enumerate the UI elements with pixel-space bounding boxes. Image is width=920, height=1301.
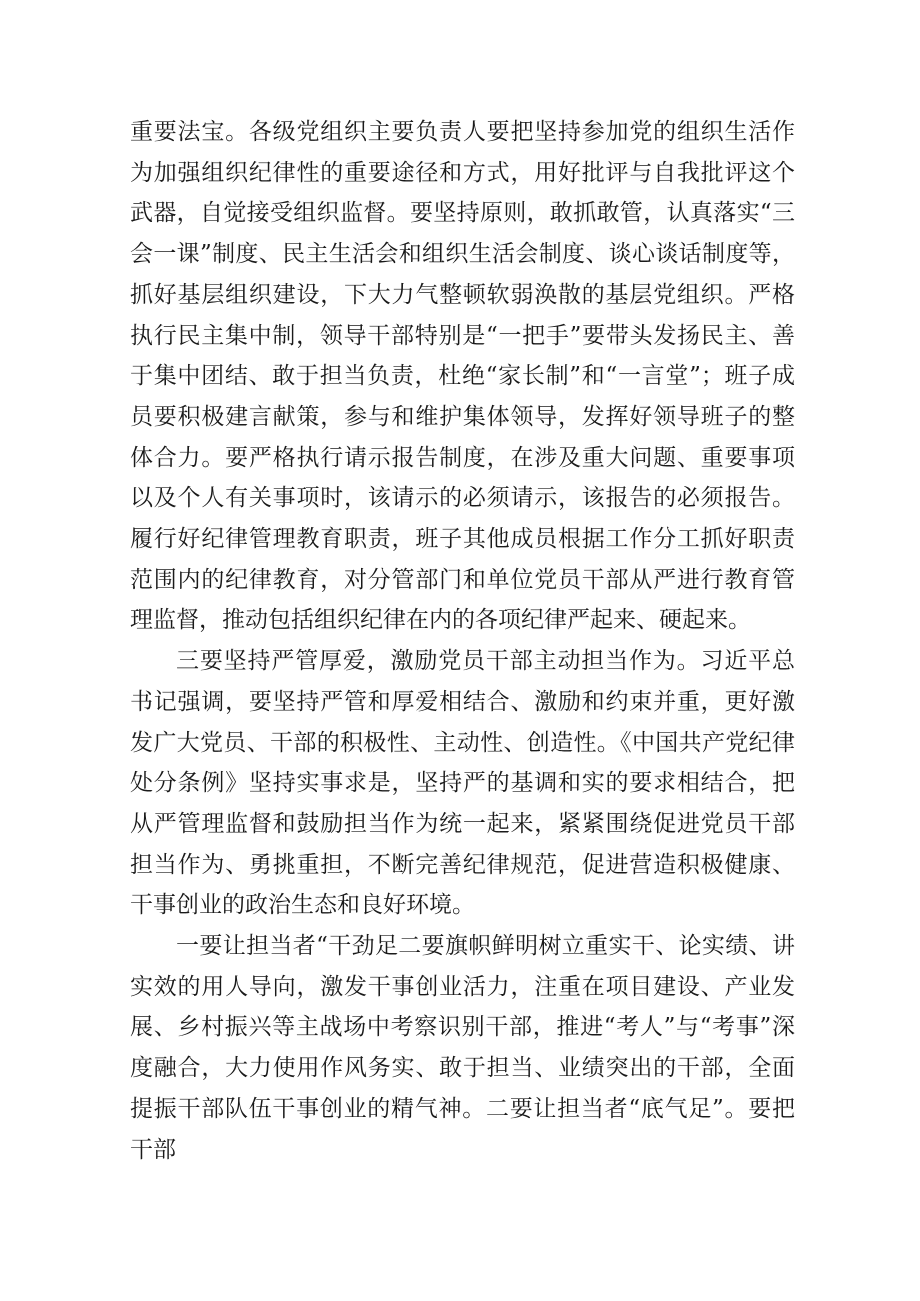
- paragraph-3: 一要让担当者“干劲足二要旗帜鲜明树立重实干、论实绩、讲实效的用人导向，激发干事创业活力，注重在项目建设、产业发展、乡村振兴等主战场中考察识别干部，推进“考人”与“考事”深度融合，大力使用作风务实、敢于担当、业绩突出的干部，全面提振干部队伍干事创业的精气神。二要让担当者“底气足”。要把干部: [130, 933, 795, 1163]
- document-body: [130, 112, 795, 1170]
- paragraph-2: 三要坚持严管厚爱，激励党员干部主动担当作为。习近平总书记强调，要坚持严管和厚爱相结合、激励和约束并重，更好激发广大党员、干部的积极性、主动性、创造性。《中国共产党纪律处分条例》坚持实事求是，坚持严的基调和实的要求相结合，把从严管理监督和鼓励担当作为统一起来，紧紧围绕促进党员干部担当作为、勇挑重担，不断完善纪律规范，促进营造积极健康、干事创业的政治生态和良好环境。: [130, 648, 795, 919]
- paragraph-1: 重要法宝。各级党组织主要负责人要把坚持参加党的组织生活作为加强组织纪律性的重要途径和方式，用好批评与自我批评这个武器，自觉接受组织监督。要坚持原则，敢抓敢管，认真落实“三会一课”制度、民主生活会和组织生活会制度、谈心谈话制度等，抓好基层组织建设，下大力气整顿软弱涣散的基层党组织。严格执行民主集中制，领导干部特别是“一把手”要带头发扬民主、善于集中团结、敢于担当负责，杜绝“家长制”和“一言堂”；班子成员要积极建言献策，参与和维护集体领导，发挥好领导班子的整体合力。要严格执行请示报告制度，在涉及重大问题、重要事项以及个人有关事项时，该请示的必须请示，该报告的必须报告。履行好纪律管理教育职责，班子其他成员根据工作分工抓好职责范围内的纪律教育，对分管部门和单位党员干部从严进行教育管理监督，推动包括组织纪律在内的各项纪律严起来、硬起来。: [130, 119, 795, 634]
